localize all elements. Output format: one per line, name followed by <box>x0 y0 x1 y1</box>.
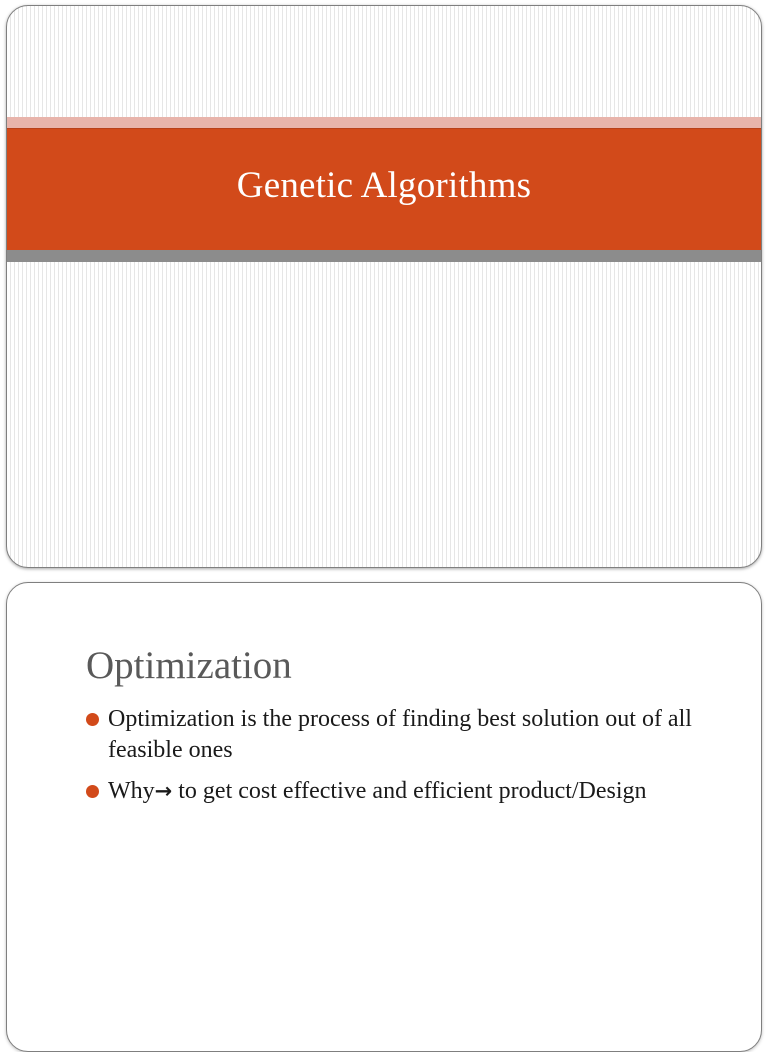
bullet-text: Optimization is the process of finding best solution out of all feasible ones <box>108 706 692 763</box>
slide-optimization <box>6 582 762 1052</box>
slide-heading: Optimization <box>86 644 292 687</box>
bullet-item <box>86 704 736 766</box>
bullet-dot-icon <box>86 713 99 726</box>
slide-title-genetic-algorithms <box>6 5 762 568</box>
right-arrow-icon: → <box>154 779 173 803</box>
bullet-text-after: to get cost effective and efficient product/Design <box>172 778 647 804</box>
bullet-text-before: Why <box>108 778 155 804</box>
bullet-dot-icon <box>86 785 99 798</box>
slide-title: Genetic Algorithms <box>236 164 532 206</box>
title-band <box>7 128 761 251</box>
title-band-top-stripe <box>7 117 761 128</box>
title-band-bottom-stripe <box>7 250 761 262</box>
bullet-list <box>86 704 736 817</box>
bullet-item <box>86 776 736 807</box>
